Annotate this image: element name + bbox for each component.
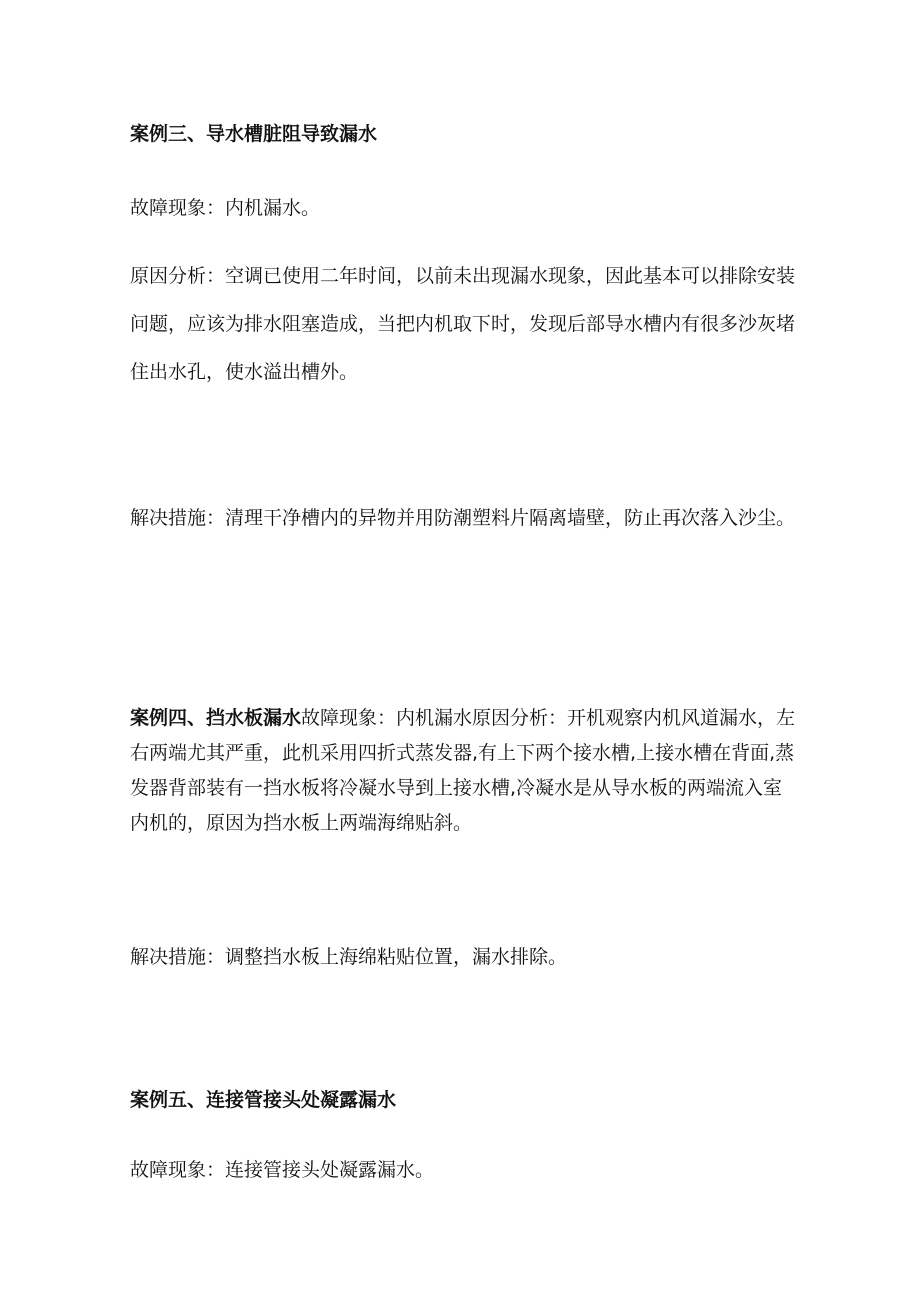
case5-symptom: 故障现象：连接管接头处凝露漏水。 [130, 1159, 435, 1181]
case4-paragraph [130, 701, 798, 841]
case4-solution: 解决措施：调整挡水板上海绵粘贴位置，漏水排除。 [130, 946, 568, 968]
case3-analysis: 原因分析：空调已使用二年时间，以前未出现漏水现象，因此基本可以排除安装问题，应该为排水阻塞造成，当把内机取下时，发现后部导水槽内有很多沙灰堵住出水孔，使水溢出槽外。 [130, 265, 796, 383]
case4-heading: 案例四、挡水板漏水 [130, 707, 302, 729]
case5-heading: 案例五、连接管接头处凝露漏水 [130, 1089, 397, 1111]
case3-heading: 案例三、导水槽脏阻导致漏水 [130, 123, 378, 145]
case3-solution: 解决措施：清理干净槽内的异物并用防潮塑料片隔离墙壁，防止再次落入沙尘。 [130, 507, 796, 529]
case4-body: 故障现象：内机漏水原因分析：开机观察内机风道漏水，左右两端尤其严重，此机采用四折式蒸发器,有上下两个接水槽,上接水槽在背面,蒸发器背部装有一挡水板将冷凝水导到上接水槽,冷凝水是从导水板的两端流入室内机的，原因为挡水板上两端海绵贴斜。 [130, 707, 796, 834]
case3-symptom: 故障现象：内机漏水。 [130, 197, 321, 219]
